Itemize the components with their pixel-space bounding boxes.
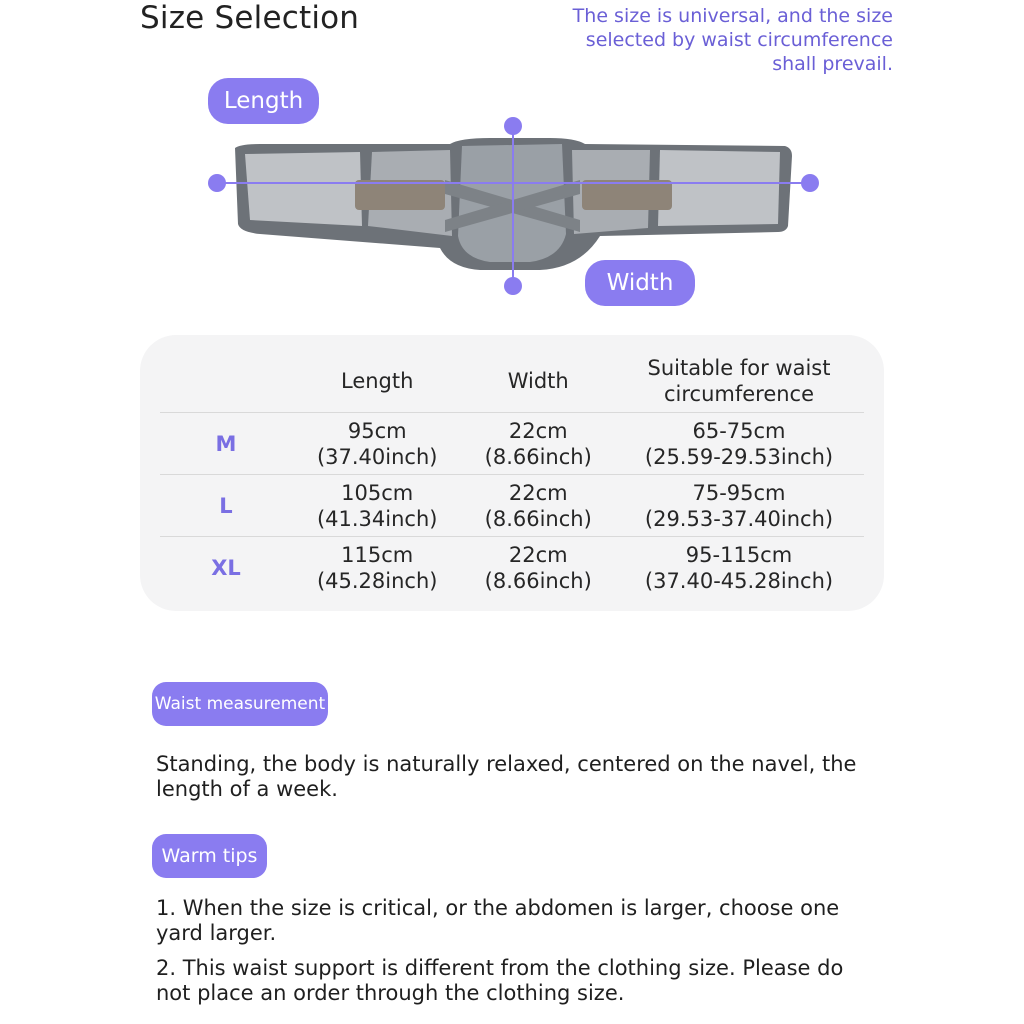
- waist-cm: 95-115cm: [685, 542, 793, 567]
- width-cm: 22cm: [508, 418, 568, 443]
- waist-cell: [614, 413, 864, 475]
- width-cell: [462, 537, 614, 599]
- width-label-pill: Width: [585, 260, 695, 306]
- belt-left-panel: [245, 152, 362, 226]
- width-measure-dot-bottom: [504, 277, 522, 295]
- page-title: Size Selection: [140, 0, 360, 36]
- warm-tip-2: 2. This waist support is different from the clothing size. Please do not place an order through the clothing size.: [156, 956, 844, 1005]
- warm-tips-pill: Warm tips: [152, 834, 267, 878]
- waist-in: (29.53-37.40inch): [644, 506, 834, 531]
- length-cell: [292, 413, 462, 475]
- length-header: Length: [341, 369, 414, 393]
- table-row: [160, 413, 864, 475]
- size-cell: XL: [160, 537, 292, 599]
- size-table: [160, 350, 864, 598]
- length-in: (41.34inch): [316, 506, 438, 531]
- warm-tip-1: 1. When the size is critical, or the abdomen is larger, choose one yard larger.: [156, 896, 840, 945]
- length-measure-dot-left: [208, 174, 226, 192]
- waist-cell: [614, 537, 864, 599]
- waist-header: Suitable for waist circumference: [647, 356, 831, 406]
- size-cell: M: [160, 413, 292, 475]
- waist-measurement-pill: Waist measurement: [152, 682, 328, 726]
- width-in: (8.66inch): [484, 506, 592, 531]
- belt-strap-right: [582, 180, 672, 210]
- length-in: (45.28inch): [316, 568, 438, 593]
- size-header-empty: [160, 350, 292, 413]
- length-cm: 115cm: [341, 542, 414, 567]
- width-cm: 22cm: [508, 480, 568, 505]
- waist-in: (37.40-45.28inch): [644, 568, 834, 593]
- width-cell: [462, 475, 614, 537]
- width-header: Width: [507, 369, 569, 393]
- waist-cm: 75-95cm: [692, 480, 786, 505]
- width-measure-dot-top: [504, 117, 522, 135]
- table-row: [160, 537, 864, 599]
- width-cm: 22cm: [508, 542, 568, 567]
- belt-strap-left: [355, 180, 445, 210]
- length-cell: [292, 475, 462, 537]
- belt-right-panel: [658, 150, 780, 226]
- size-note: The size is universal, and the size selected by waist circumference shall prevail.: [572, 5, 893, 75]
- size-table-header-row: [160, 350, 864, 413]
- length-label-pill: Length: [208, 78, 319, 124]
- waist-in: (25.59-29.53inch): [644, 444, 834, 469]
- length-measure-dot-right: [801, 174, 819, 192]
- waist-measurement-text: Standing, the body is naturally relaxed, centered on the navel, the length of a week.: [156, 752, 857, 801]
- width-cell: [462, 413, 614, 475]
- waist-belt-diagram: [200, 108, 830, 308]
- waist-cm: 65-75cm: [692, 418, 786, 443]
- table-row: [160, 475, 864, 537]
- length-cm: 105cm: [341, 480, 414, 505]
- waist-cell: [614, 475, 864, 537]
- length-in: (37.40inch): [316, 444, 438, 469]
- width-in: (8.66inch): [484, 444, 592, 469]
- width-in: (8.66inch): [484, 568, 592, 593]
- size-cell: L: [160, 475, 292, 537]
- length-cell: [292, 537, 462, 599]
- length-cm: 95cm: [347, 418, 407, 443]
